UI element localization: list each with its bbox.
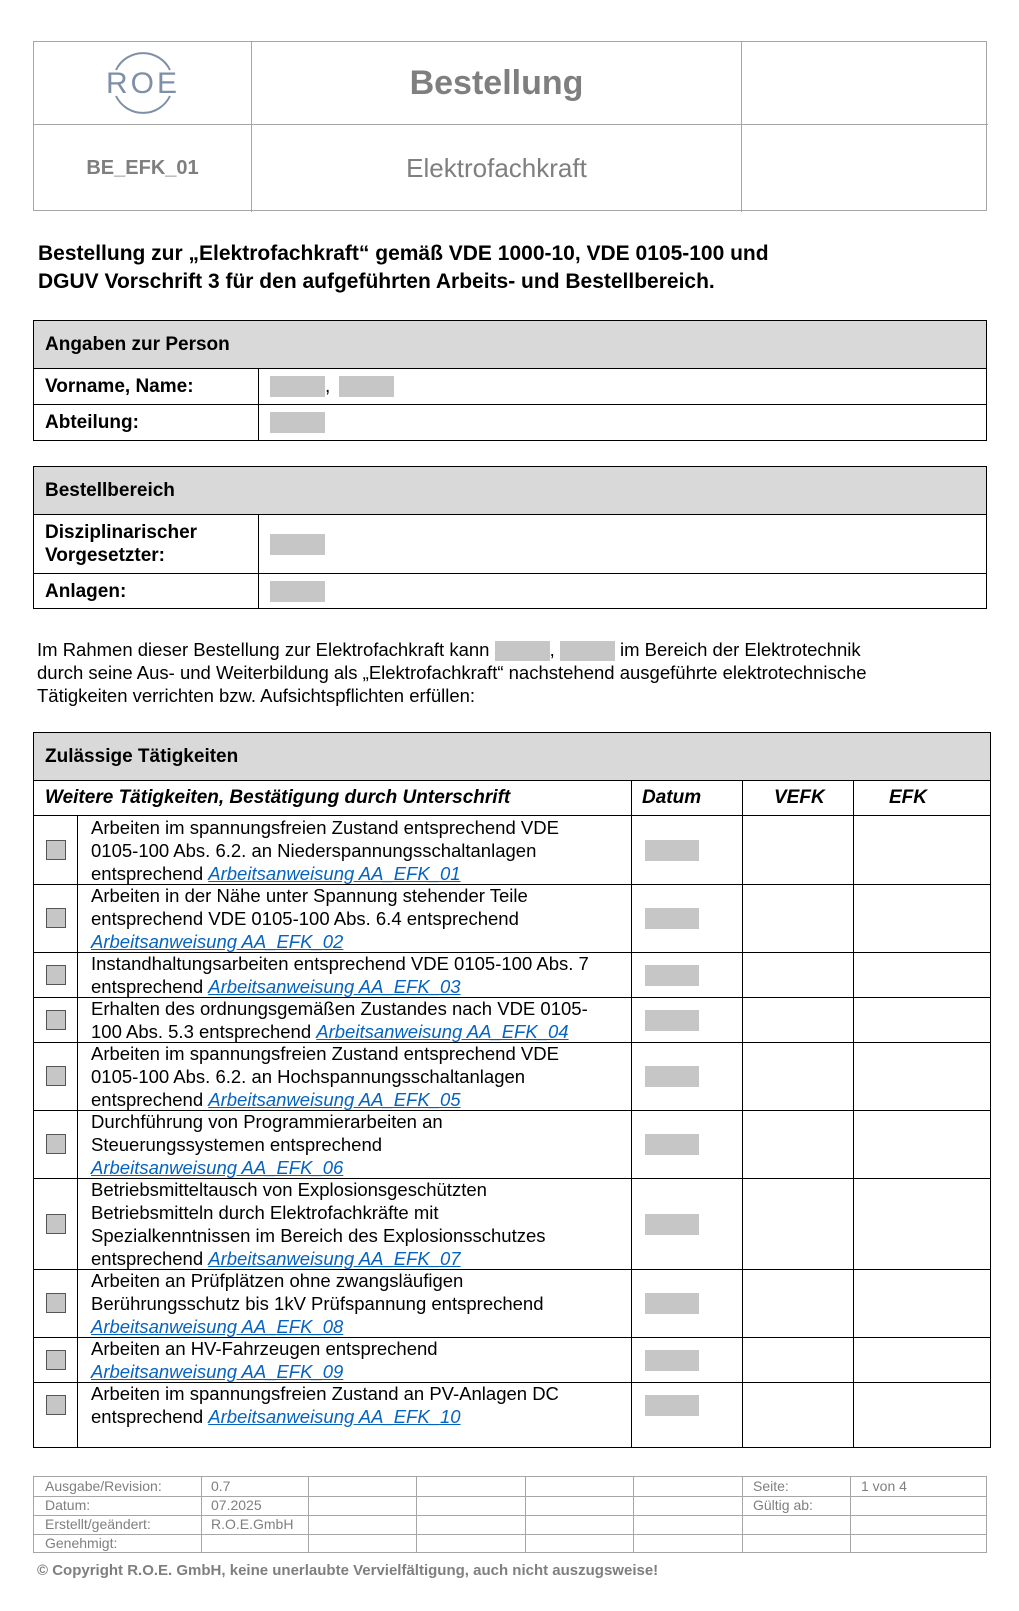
department-row — [34, 405, 986, 440]
activity-text-line — [91, 1315, 631, 1338]
paragraph-line: Tätigkeiten verrichten bzw. Aufsichtspflichten erfüllen: — [37, 685, 476, 707]
activity-text-line: entsprechend Arbeitsanweisung AA_EFK_01 — [91, 862, 461, 884]
activity-text-line: entsprechend Arbeitsanweisung AA_EFK_03 — [91, 975, 461, 997]
activity-text-line: entsprechend Arbeitsanweisung AA_EFK_07 — [91, 1247, 461, 1269]
activity-checkbox[interactable] — [46, 1134, 66, 1154]
work-instruction-link[interactable]: Arbeitsanweisung AA_EFK_07 — [208, 1247, 461, 1269]
main-heading — [38, 240, 978, 296]
redacted-block — [495, 641, 550, 661]
area-table — [33, 466, 987, 609]
activity-text-line: entsprechend Arbeitsanweisung AA_EFK_10 — [91, 1405, 461, 1427]
date-redacted-block — [645, 1066, 699, 1087]
activity-text-line: Betriebsmitteltausch von Explosionsgeschützten — [91, 1178, 487, 1200]
activity-text — [91, 1042, 631, 1111]
activity-text-line: Arbeiten im spannungsfreien Zustand an PV-Anlagen DC — [91, 1382, 559, 1404]
column-header-efk: EFK — [889, 786, 927, 808]
column-divider — [853, 780, 854, 1447]
activity-text-line: Arbeiten im spannungsfreien Zustand entsprechend VDE — [91, 1042, 559, 1064]
activity-checkbox[interactable] — [46, 908, 66, 928]
page-label: Seite: — [753, 1478, 789, 1494]
activity-checkbox[interactable] — [46, 840, 66, 860]
activities-table — [33, 732, 991, 1448]
column-header-activity: Weitere Tätigkeiten, Bestätigung durch Unterschrift — [45, 786, 511, 808]
date-redacted-block — [645, 840, 699, 861]
activity-text — [91, 1178, 631, 1270]
approved-label: Genehmigt: — [45, 1535, 118, 1551]
activity-checkbox[interactable] — [46, 965, 66, 985]
activity-text-line: Durchführung von Programmierarbeiten an — [91, 1110, 443, 1132]
activity-text-line: Arbeiten an HV-Fahrzeugen entsprechend — [91, 1337, 438, 1359]
section-header: Angaben zur Person — [34, 321, 986, 369]
redacted-block — [270, 412, 325, 433]
activity-text-line: 0105-100 Abs. 6.2. an Niederspannungsschaltanlagen — [91, 839, 537, 861]
redacted-block — [270, 534, 325, 555]
activity-text-line: 100 Abs. 5.3 entsprechend Arbeitsanweisung AA_EFK_04 — [91, 1020, 569, 1042]
plants-row — [34, 574, 986, 608]
activity-text-line: Arbeiten im spannungsfreien Zustand entsprechend VDE — [91, 816, 559, 838]
footer-table — [33, 1476, 987, 1553]
plants-value — [270, 574, 325, 608]
redacted-block — [339, 376, 394, 397]
redacted-block — [270, 581, 325, 602]
activity-text — [91, 884, 631, 953]
roe-logo-icon — [98, 44, 188, 122]
column-divider — [742, 780, 743, 1447]
work-instruction-link[interactable]: Arbeitsanweisung AA_EFK_08 — [91, 1315, 344, 1337]
activity-text-line: Erhalten des ordnungsgemäßen Zustandes nach VDE 0105- — [91, 997, 588, 1019]
label-line: Vorgesetzter: — [45, 545, 166, 566]
activity-checkbox[interactable] — [46, 1214, 66, 1234]
column-header-vefk: VEFK — [774, 786, 825, 808]
activity-text — [91, 1382, 631, 1428]
name-row — [34, 369, 986, 405]
column-header-date: Datum — [642, 786, 702, 808]
created-value: R.O.E.GmbH — [211, 1516, 294, 1532]
revision-value: 0.7 — [211, 1478, 231, 1494]
activity-checkbox[interactable] — [46, 1395, 66, 1415]
activity-text-line: entsprechend VDE 0105-100 Abs. 6.4 entsprechend — [91, 907, 519, 929]
activity-text-line: Betriebsmitteln durch Elektrofachkräfte mit — [91, 1201, 439, 1223]
paragraph-line: durch seine Aus- und Weiterbildung als „Elektrofachkraft“ nachstehend ausgeführte elektrotechnische — [37, 662, 867, 684]
document-header — [33, 41, 987, 211]
activity-text — [91, 1337, 631, 1383]
work-instruction-link[interactable]: Arbeitsanweisung AA_EFK_09 — [91, 1360, 344, 1382]
activity-text — [91, 816, 631, 885]
section-header: Zulässige Tätigkeiten — [34, 733, 990, 781]
plants-label: Anlagen: — [34, 574, 259, 608]
activity-text — [91, 1110, 631, 1179]
heading-line: DGUV Vorschrift 3 für den aufgeführten Arbeits- und Bestellbereich. — [38, 270, 715, 293]
date-redacted-block — [645, 1134, 699, 1155]
date-label: Datum: — [45, 1497, 91, 1513]
document-title: Bestellung — [409, 63, 584, 102]
activity-text-line: Instandhaltungsarbeiten entsprechend VDE 0105-100 Abs. 7 — [91, 952, 589, 974]
document-subtitle: Elektrofachkraft — [406, 153, 587, 183]
activity-checkbox[interactable] — [46, 1066, 66, 1086]
work-instruction-link[interactable]: Arbeitsanweisung AA_EFK_03 — [208, 975, 461, 997]
activity-checkbox[interactable] — [46, 1293, 66, 1313]
date-redacted-block — [645, 1010, 699, 1031]
activity-text-line — [91, 1156, 631, 1179]
header-empty-cell — [742, 42, 988, 125]
name-value — [270, 369, 394, 404]
created-label: Erstellt/geändert: — [45, 1516, 151, 1532]
redacted-block — [560, 641, 615, 661]
column-divider — [77, 815, 78, 1447]
work-instruction-link[interactable]: Arbeitsanweisung AA_EFK_06 — [91, 1156, 344, 1178]
work-instruction-link[interactable]: Arbeitsanweisung AA_EFK_02 — [91, 930, 344, 952]
column-divider — [631, 780, 632, 1447]
supervisor-row — [34, 515, 986, 574]
heading-line: Bestellung zur „Elektrofachkraft“ gemäß VDE 1000-10, VDE 0105-100 und — [38, 242, 769, 265]
person-table — [33, 320, 987, 441]
activity-text-line — [91, 930, 631, 953]
activity-checkbox[interactable] — [46, 1350, 66, 1370]
activity-text — [91, 1269, 631, 1338]
activity-text-line: Arbeiten in der Nähe unter Spannung stehender Teile — [91, 884, 528, 906]
separator: , — [325, 375, 331, 397]
supervisor-value — [270, 515, 325, 573]
work-instruction-link[interactable]: Arbeitsanweisung AA_EFK_10 — [208, 1405, 461, 1427]
work-instruction-link[interactable]: Arbeitsanweisung AA_EFK_01 — [208, 862, 461, 884]
label-line: Disziplinarischer — [45, 522, 198, 543]
header-empty-cell — [742, 125, 988, 212]
work-instruction-link[interactable]: Arbeitsanweisung AA_EFK_04 — [316, 1020, 569, 1042]
document-code: BE_EFK_01 — [86, 157, 199, 179]
activity-text — [91, 952, 631, 998]
activity-text-line: Arbeiten an Prüfplätzen ohne zwangsläufigen — [91, 1269, 464, 1291]
department-value — [270, 405, 325, 440]
paragraph-line: Im Rahmen dieser Bestellung zur Elektrofachkraft kann , im Bereich der Elektrotechnik — [37, 639, 861, 660]
supervisor-label — [34, 515, 259, 573]
date-redacted-block — [645, 908, 699, 929]
logo — [34, 42, 252, 125]
department-label: Abteilung: — [34, 405, 259, 440]
activity-text-line: Spezialkenntnissen im Bereich des Explosionsschutzes — [91, 1224, 546, 1246]
date-redacted-block — [645, 965, 699, 986]
revision-label: Ausgabe/Revision: — [45, 1478, 162, 1494]
name-label: Vorname, Name: — [34, 369, 259, 404]
activity-text-line: entsprechend Arbeitsanweisung AA_EFK_05 — [91, 1088, 461, 1110]
work-instruction-link[interactable]: Arbeitsanweisung AA_EFK_05 — [208, 1088, 461, 1110]
date-redacted-block — [645, 1293, 699, 1314]
activity-text-line — [91, 1360, 631, 1383]
activity-text-line: Berührungsschutz bis 1kV Prüfspannung entsprechend — [91, 1292, 544, 1314]
activity-text-line: Steuerungssystemen entsprechend — [91, 1133, 383, 1155]
section-header: Bestellbereich — [34, 467, 986, 515]
page-value: 1 von 4 — [861, 1478, 907, 1494]
intro-paragraph — [37, 638, 987, 707]
date-value: 07.2025 — [211, 1497, 262, 1513]
activity-text — [91, 997, 631, 1043]
activity-checkbox[interactable] — [46, 1010, 66, 1030]
valid-label: Gültig ab: — [753, 1497, 813, 1513]
copyright-notice: © Copyright R.O.E. GmbH, keine unerlaubte Vervielfältigung, auch nicht auszugsweise! — [37, 1562, 659, 1579]
activity-text-line: 0105-100 Abs. 6.2. an Hochspannungsschaltanlagen — [91, 1065, 526, 1087]
date-redacted-block — [645, 1395, 699, 1416]
date-redacted-block — [645, 1214, 699, 1235]
logo-text: ROE — [105, 67, 180, 100]
redacted-block — [270, 376, 325, 397]
date-redacted-block — [645, 1350, 699, 1371]
